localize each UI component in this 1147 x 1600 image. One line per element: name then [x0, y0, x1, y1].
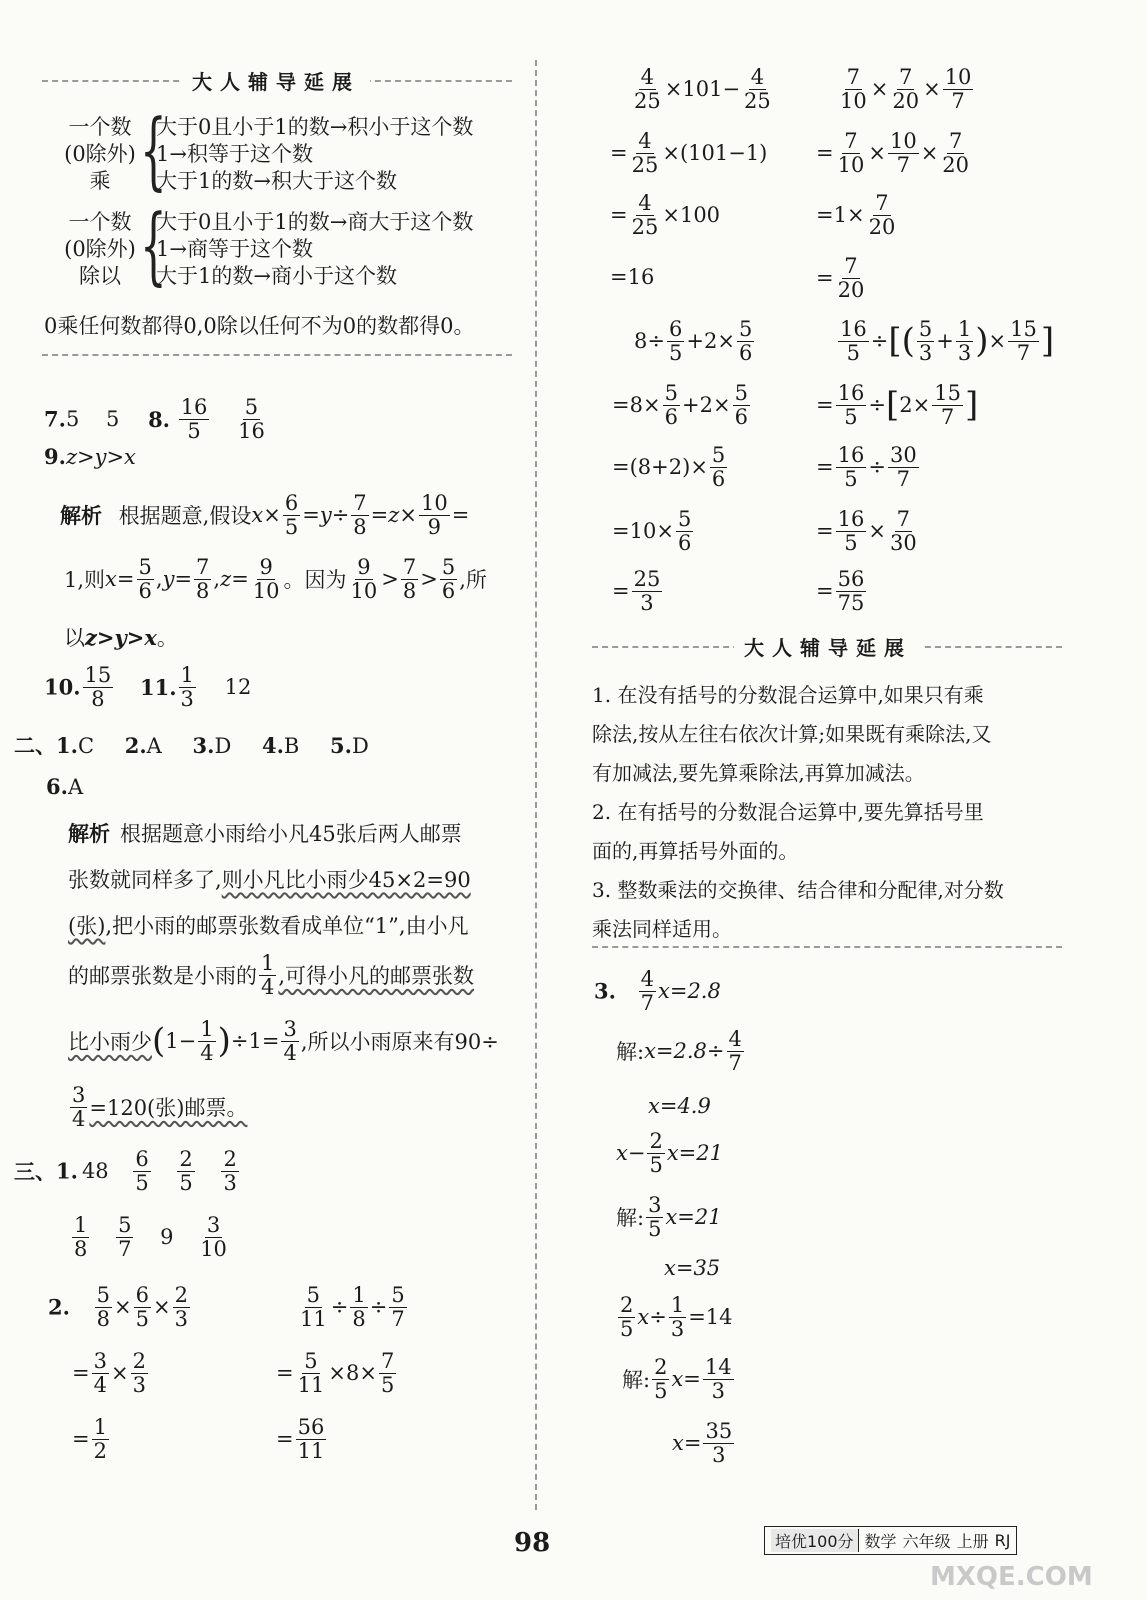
calc-2b-line1: $\frac{5}{11}$ ÷ $\frac{1}{8}$ ÷ $\frac{5}{7}$	[300, 1283, 405, 1331]
eq1-line2: 解:x=2.8÷ $\frac{4}{7}$	[616, 1027, 742, 1075]
analysis-6-line1: 解析 根据题意小雨给小凡45张后两人邮票	[68, 821, 462, 846]
mult-rules: 大于0且小于1的数→积小于这个数 1→积等于这个数 大于1的数→积大于这个数	[156, 115, 474, 193]
calc-c-line3: = $\frac{4}{25}$ ×100	[610, 191, 721, 239]
analysis-6-line5: 比小雨少(1− $\frac{1}{4}$ )÷1= $\frac{3}{4}$ ,所以小雨原来有90÷	[68, 1017, 499, 1065]
div-label: 一个数 (0除外) 除以	[64, 210, 136, 288]
calc-2a-line1: 2. $\frac{5}{8}$ × $\frac{6}{5}$ × $\frac{2}{3}$	[48, 1283, 188, 1331]
section-3-q1-row2: $\frac{1}{8}$ $\frac{5}{7}$ 9 $\frac{3}{10}$	[74, 1213, 227, 1261]
footer-badge: 培优100分 数学 六年级 上册 RJ	[764, 1526, 1017, 1555]
eq1-line1: 3. $\frac{4}{7}$ x=2.8	[594, 967, 721, 1015]
answer-6: 6.A	[46, 774, 84, 799]
eq3-line3: x= $\frac{35}{3}$	[672, 1419, 733, 1467]
eq1-line3: x=4.9	[648, 1094, 711, 1118]
calc-e-line5: = $\frac{25}{3}$	[612, 567, 661, 615]
eq3-line1: $\frac{2}{5}$ x÷ $\frac{1}{3}$ =14	[620, 1293, 733, 1341]
calc-e-line2: =8× $\frac{5}{6}$ +2× $\frac{5}{6}$	[612, 381, 748, 429]
calc-2b-line3: = $\frac{56}{11}$	[276, 1415, 325, 1463]
column-divider	[535, 60, 537, 1510]
calc-c-line1: $\frac{4}{25}$ ×101− $\frac{4}{25}$	[634, 65, 771, 113]
calc-2b-line2: = $\frac{5}{11}$ ×8× $\frac{7}{5}$	[276, 1349, 395, 1397]
calc-d-line4: = $\frac{7}{20}$	[816, 254, 865, 302]
eq3-line2: 解: $\frac{2}{5}$ x= $\frac{14}{3}$	[622, 1355, 732, 1403]
answer-10-11: 10. $\frac{15}{8}$ 11. $\frac{1}{3}$ 12	[44, 663, 252, 711]
box-bottom-rule	[592, 946, 1062, 948]
calc-d-line2: = $\frac{7}{10}$ × $\frac{10}{7}$ × $\frac{7}{20}$	[816, 129, 970, 177]
calc-f-line2: = $\frac{16}{5}$ ÷[2× $\frac{15}{7}$ ]	[816, 381, 979, 429]
zero-note: 0乘任何数都得0,0除以任何不为0的数都得0。	[44, 314, 475, 338]
tips-block: 1. 在没有括号的分数混合运算中,如果只有乘 除法,按从左往右依次计算;如果既有乘除法,又 有加减法,要先算乘除法,再算加减法。 2. 在有括号的分数混合运算中,要先算括号里 面的,再算括号外面的。 3. 整数乘法的交换律、结合律和分配律,对分数 乘法同样适用。	[592, 683, 1004, 941]
eq2-line3: x=35	[664, 1256, 721, 1280]
section-header-left: 大人辅导延展	[182, 66, 370, 95]
analysis-6-line6: $\frac{3}{4}$ =120(张)邮票。	[72, 1083, 248, 1131]
calc-f-line3: = $\frac{16}{5}$ ÷ $\frac{30}{7}$	[816, 443, 917, 491]
analysis-6-line3: (张),把小雨的邮票张数看成单位“1”,由小凡	[68, 914, 469, 938]
eq2-line2: 解: $\frac{3}{5}$ x=21	[616, 1193, 722, 1241]
analysis-6-line2: 张数就同样多了,则小凡比小雨少45×2=90	[68, 868, 471, 892]
page-number: 98	[514, 1528, 551, 1558]
calc-2a-line2: = $\frac{3}{4}$ × $\frac{2}{3}$	[72, 1349, 146, 1397]
box-bottom-rule	[42, 354, 512, 356]
calc-d-line3: =1× $\frac{7}{20}$	[816, 191, 896, 239]
answer-9: 9.z>y>x	[44, 444, 136, 469]
calc-f-line1: $\frac{16}{5}$ ÷[( $\frac{5}{3}$ + $\frac{1}{3}$ )× $\frac{15}{7}$ ]	[840, 317, 1055, 365]
div-rules: 大于0且小于1的数→商大于这个数 1→商等于这个数 大于1的数→商小于这个数	[156, 210, 474, 288]
mult-label: 一个数 (0除外) 乘	[64, 115, 136, 193]
analysis-9-line2: 1,则x= $\frac{5}{6}$ ,y= $\frac{7}{8}$ ,z= $\frac{9}{10}$ 。因为 $\frac{9}{10}$ > $\frac{7}{8}$ > $\frac{5}{6}$ ,所	[64, 555, 487, 603]
calc-d-line1: $\frac{7}{10}$ × $\frac{7}{20}$ × $\frac{10}{7}$	[840, 65, 972, 113]
calc-c-line2: = $\frac{4}{25}$ ×(101−1)	[610, 129, 768, 177]
brace-icon: {	[140, 101, 167, 199]
calc-f-line5: = $\frac{56}{75}$	[816, 567, 865, 615]
calc-f-line4: = $\frac{16}{5}$ × $\frac{7}{30}$	[816, 507, 917, 555]
calc-c-line4: =16	[610, 265, 655, 289]
section-3-q1-row1: 三、1. 48 $\frac{6}{5}$ $\frac{2}{5}$ $\frac{2}{3}$	[14, 1147, 237, 1195]
calc-e-line4: =10× $\frac{5}{6}$	[612, 507, 692, 555]
calc-e-line3: =(8+2)× $\frac{5}{6}$	[612, 443, 726, 491]
analysis-9-line1: 解析 根据题意,假设x× $\frac{6}{5}$ =y÷ $\frac{7}{8}$ =z× $\frac{10}{9}$ =	[60, 491, 470, 539]
answer-7-8: 7.5 5 8. $\frac{16}{5}$ $\frac{5}{16}$	[44, 395, 265, 443]
watermark: MXQE.COM	[930, 1562, 1093, 1592]
brace-icon: {	[140, 196, 167, 294]
analysis-9-line3: 以z>y>x。	[64, 625, 178, 650]
eq2-line1: x− $\frac{2}{5}$ x=21	[616, 1129, 723, 1177]
calc-2a-line3: = $\frac{1}{2}$	[72, 1415, 107, 1463]
analysis-6-line4: 的邮票张数是小雨的 $\frac{1}{4}$ ,可得小凡的邮票张数	[68, 951, 475, 999]
calc-e-line1: 8÷ $\frac{6}{5}$ +2× $\frac{5}{6}$	[634, 317, 753, 365]
section-header-right: 大人辅导延展	[734, 632, 922, 661]
section-2-answers: 二、1.C 2.A 3.D 4.B 5.D	[14, 733, 369, 758]
